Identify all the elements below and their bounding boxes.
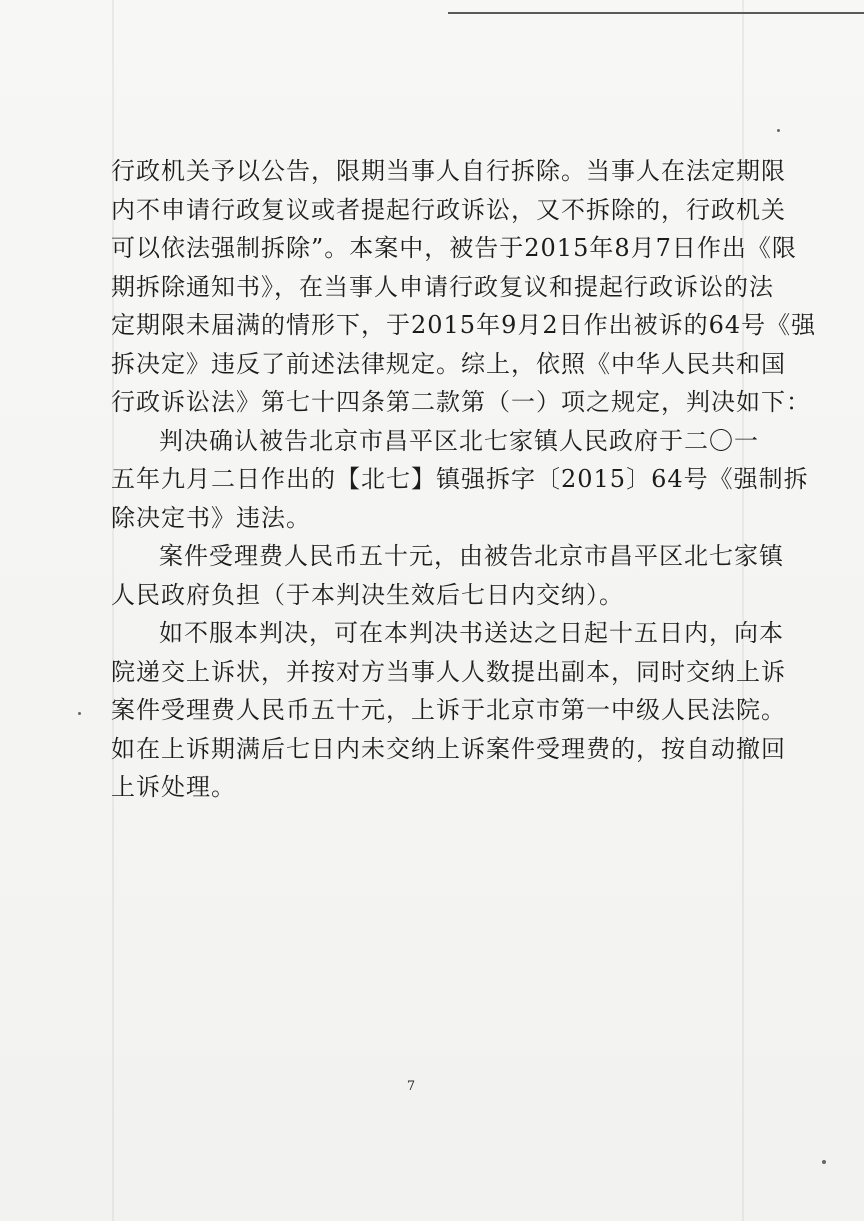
paragraph-ruling	[111, 422, 809, 538]
scan-speck	[822, 1160, 826, 1164]
page-number: 7	[406, 1079, 416, 1094]
text-line: 案件受理费人民币五十元，上诉于北京市第一中级人民法院。	[111, 696, 786, 724]
scan-speck	[78, 712, 81, 715]
text-line: 案件受理费人民币五十元，由被告北京市昌平区北七家镇	[159, 542, 784, 570]
text-line: 定期限未届满的情形下，于2015年9月2日作出被诉的64号《强	[111, 311, 817, 339]
text-line: 行政机关予以公告，限期当事人自行拆除。当事人在法定期限	[111, 157, 786, 185]
text-line: 内不申请行政复议或者提起行政诉讼，又不拆除的，行政机关	[111, 195, 786, 224]
text-line: 上诉处理。	[111, 773, 236, 801]
text-line: 院递交上诉状，并按对方当事人人数提出副本，同时交纳上诉	[111, 657, 786, 686]
text-line: 人民政府负担（于本判决生效后七日内交纳）。	[111, 580, 624, 609]
text-line: 期拆除通知书》，在当事人申请行政复议和提起行政诉讼的法	[111, 272, 774, 301]
text-line: 除决定书》违法。	[111, 503, 311, 532]
text-line: 如在上诉期满后七日内未交纳上诉案件受理费的，按自动撤回	[111, 734, 786, 763]
text-line: 五年九月二日作出的【北七】镇强拆字〔2015〕64号《强制拆	[111, 465, 809, 493]
paragraph-court-fee	[111, 537, 784, 614]
top-rule	[448, 12, 864, 14]
text-line: 拆决定》违反了前述法律规定。综上，依照《中华人民共和国	[111, 349, 786, 378]
judgment-body-text	[111, 152, 817, 807]
text-line: 行政诉讼法》第七十四条第二款第（一）项之规定，判决如下：	[111, 388, 811, 416]
text-line: 如不服本判决，可在本判决书送达之日起十五日内，向本	[159, 619, 784, 647]
text-line: 判决确认被告北京市昌平区北七家镇人民政府于二〇一	[159, 426, 759, 455]
scan-speck	[777, 129, 780, 132]
paragraph-appeal	[111, 614, 786, 807]
text-line: 可以依法强制拆除”。本案中，被告于2015年8月7日作出《限	[111, 234, 797, 262]
paragraph-legal-basis	[111, 152, 817, 422]
